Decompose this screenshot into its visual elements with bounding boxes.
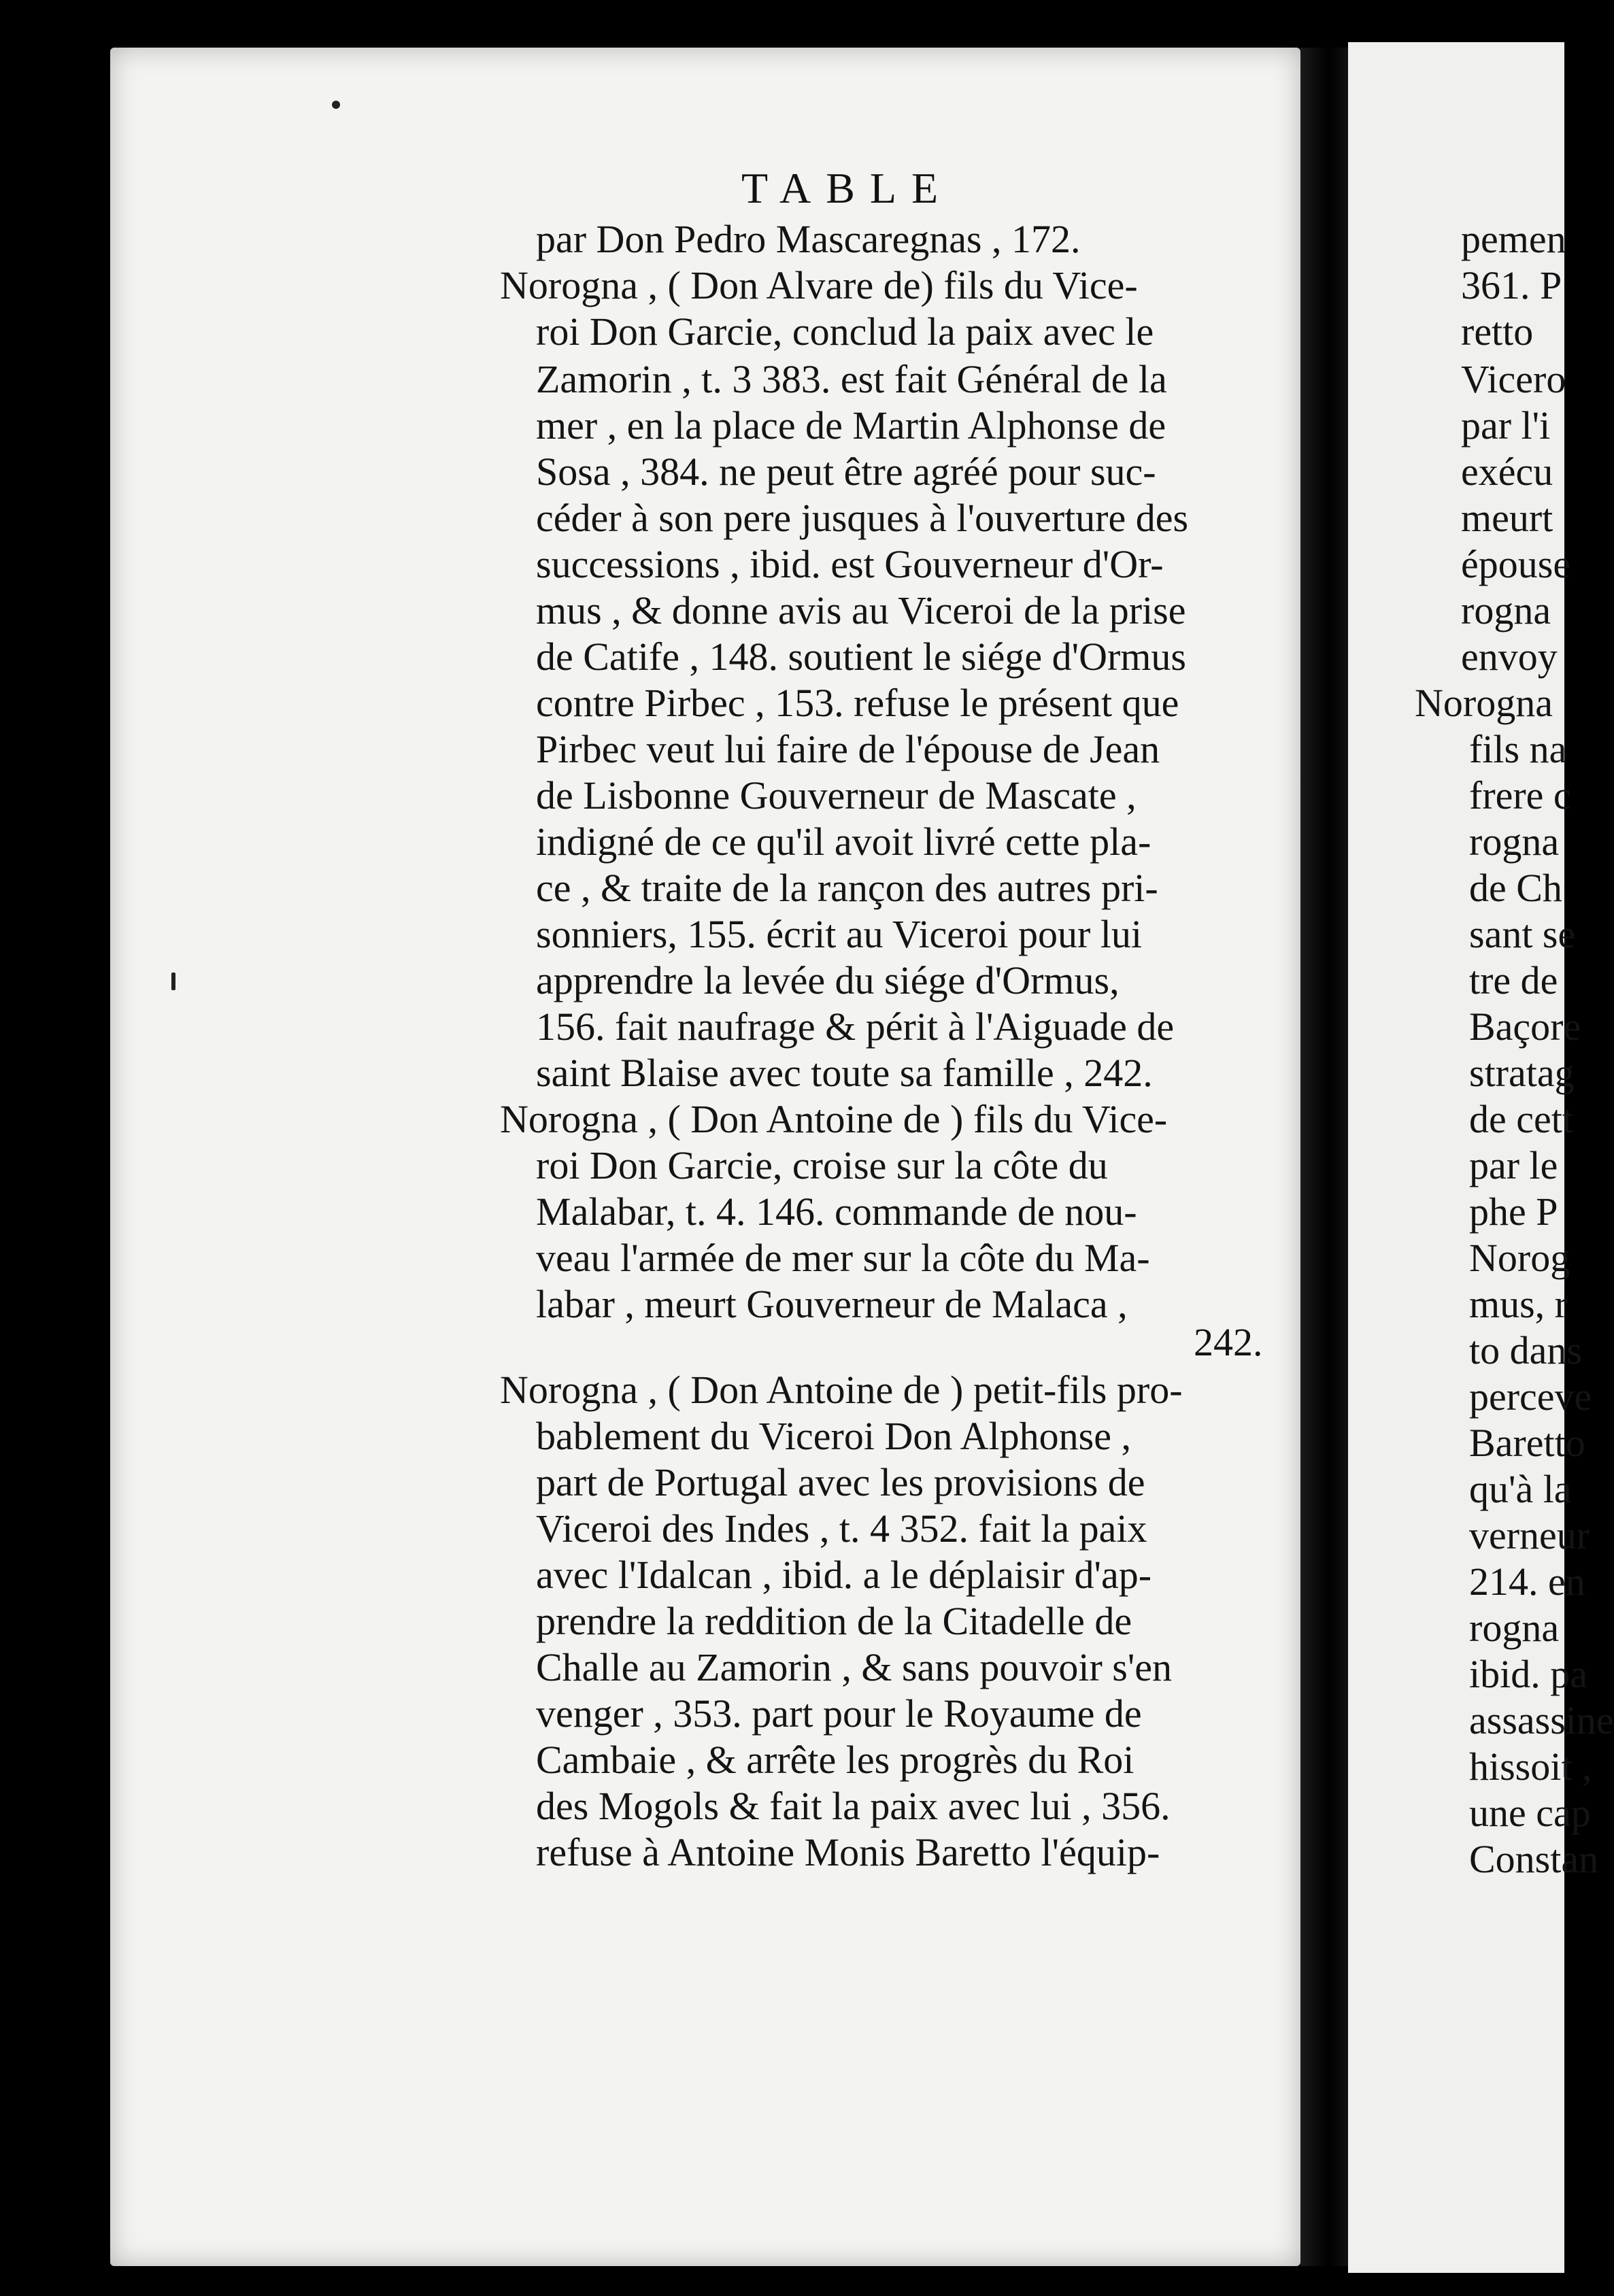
index-entry-head: Norogna , ( Don Antoine de ) fils du Vice- xyxy=(500,1097,1168,1141)
index-line: successions , ibid. est Gouverneur d'Or- xyxy=(536,542,1164,586)
right-page-line: mus, r xyxy=(1469,1282,1568,1326)
index-line: mer , en la place de Martin Alphonse de xyxy=(536,403,1166,448)
right-page-line: to dans xyxy=(1469,1328,1582,1372)
right-page-line: sant se xyxy=(1469,912,1576,956)
index-line: apprendre la levée du siége d'Ormus, xyxy=(536,958,1120,1002)
right-page-line: envoy xyxy=(1461,635,1558,679)
index-line: céder à son pere jusques à l'ouverture des xyxy=(536,496,1189,540)
book-gutter xyxy=(1300,48,1348,2266)
ink-speck xyxy=(171,973,175,990)
index-line: de Catife , 148. soutient le siége d'Ormus xyxy=(536,635,1186,679)
right-page-line: rogna xyxy=(1469,820,1560,864)
index-entry-head: Norogna , ( Don Alvare de) fils du Vice- xyxy=(500,263,1138,307)
index-line: des Mogols & fait la paix avec lui , 356. xyxy=(536,1784,1171,1828)
right-page-line: Baçore xyxy=(1469,1004,1581,1049)
index-line: roi Don Garcie, conclud la paix avec le xyxy=(536,309,1154,354)
index-entry-head: Norogna , ( Don Antoine de ) petit-fils pro- xyxy=(500,1368,1183,1412)
index-line: mus , & donne avis au Viceroi de la prise xyxy=(536,588,1186,632)
index-line: saint Blaise avec toute sa famille , 242. xyxy=(536,1051,1153,1095)
index-line: labar , meurt Gouverneur de Malaca , xyxy=(536,1282,1128,1326)
right-page-entry-head: Norogna xyxy=(1415,681,1553,725)
right-page-line: Norog xyxy=(1469,1236,1570,1280)
page-reference: 242. xyxy=(1194,1320,1263,1364)
right-page-line: phe P xyxy=(1469,1189,1558,1234)
ink-speck xyxy=(332,101,340,109)
index-line: Malabar, t. 4. 146. commande de nou- xyxy=(536,1189,1137,1234)
right-page-line: épouse xyxy=(1461,542,1571,586)
right-page-line: de Ch xyxy=(1469,866,1562,910)
right-page-line: exécu xyxy=(1461,450,1553,494)
index-line: Zamorin , t. 3 383. est fait Général de la xyxy=(536,357,1167,401)
index-line: Pirbec veut lui faire de l'épouse de Jean xyxy=(536,727,1160,771)
right-page-line: qu'à la xyxy=(1469,1467,1572,1511)
index-line: Challe au Zamorin , & sans pouvoir s'en xyxy=(536,1645,1173,1689)
right-page-line: stratag xyxy=(1469,1051,1575,1095)
index-line: par Don Pedro Mascaregnas , 172. xyxy=(536,217,1081,261)
right-page-line: rogna xyxy=(1469,1606,1560,1650)
right-page-line: tre de xyxy=(1469,958,1558,1002)
right-page-line: verneur xyxy=(1469,1513,1590,1557)
index-line: prendre la reddition de la Citadelle de xyxy=(536,1599,1132,1643)
index-line: Viceroi des Indes , t. 4 352. fait la paix xyxy=(536,1506,1147,1551)
index-line: 156. fait naufrage & périt à l'Aiguade de xyxy=(536,1004,1175,1049)
right-page-line: ibid. pa xyxy=(1469,1652,1587,1696)
right-page-line: par l'i xyxy=(1461,403,1551,448)
index-line: contre Pirbec , 153. refuse le présent que xyxy=(536,681,1179,725)
right-page-line: une cap xyxy=(1469,1791,1591,1835)
right-page-line: rogna xyxy=(1461,588,1551,632)
index-line: part de Portugal avec les provisions de xyxy=(536,1460,1145,1504)
right-page-line: fils na xyxy=(1469,727,1567,771)
right-page-line: de cett xyxy=(1469,1097,1573,1141)
right-page-line: pemen xyxy=(1461,217,1566,261)
right-page-line: par le xyxy=(1469,1143,1558,1187)
index-line: de Lisbonne Gouverneur de Mascate , xyxy=(536,773,1137,817)
index-line: roi Don Garcie, croise sur la côte du xyxy=(536,1143,1108,1187)
right-page-line: hissoit , xyxy=(1469,1744,1592,1789)
index-line: venger , 353. part pour le Royaume de xyxy=(536,1691,1142,1736)
index-line: Sosa , 384. ne peut être agréé pour suc- xyxy=(536,450,1156,494)
index-line: veau l'armée de mer sur la côte du Ma- xyxy=(536,1236,1150,1280)
right-page-line: assassine xyxy=(1469,1698,1614,1742)
index-line: Cambaie , & arrête les progrès du Roi xyxy=(536,1738,1134,1782)
index-line: bablement du Viceroi Don Alphonse , xyxy=(536,1414,1131,1458)
right-page-line: 214. en xyxy=(1469,1559,1585,1604)
index-line: refuse à Antoine Monis Baretto l'équip- xyxy=(536,1830,1160,1874)
right-page-line: retto xyxy=(1461,309,1534,354)
index-line: ce , & traite de la rançon des autres pri- xyxy=(536,866,1158,910)
index-line: indigné de ce qu'il avoit livré cette pla- xyxy=(536,820,1151,864)
page-header: TABLE xyxy=(741,164,954,212)
right-page-line: 361. P xyxy=(1461,263,1562,307)
right-page-line: Constan xyxy=(1469,1837,1599,1881)
index-line: avec l'Idalcan , ibid. a le déplaisir d'ap- xyxy=(536,1553,1152,1597)
right-page-line: Baretto xyxy=(1469,1421,1585,1465)
index-line: sonniers, 155. écrit au Viceroi pour lui xyxy=(536,912,1143,956)
right-page-line: frere c xyxy=(1469,773,1571,817)
right-page-line: Vicero xyxy=(1461,357,1566,401)
right-page-line: perceve xyxy=(1469,1374,1592,1419)
right-page-line: meurt xyxy=(1461,496,1553,540)
